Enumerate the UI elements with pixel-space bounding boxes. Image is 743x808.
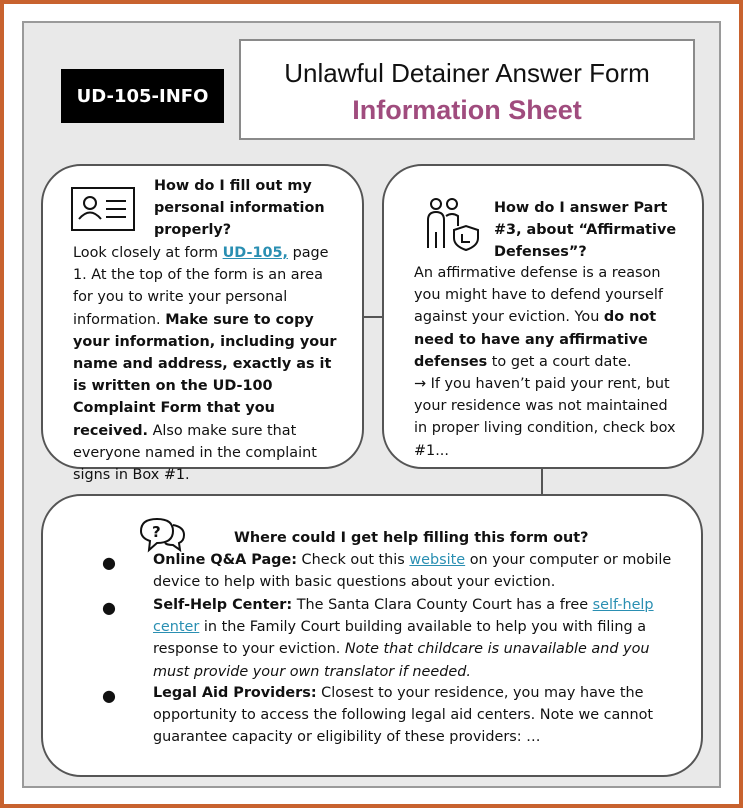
svg-text:?: ?	[152, 523, 161, 541]
form-code-label: UD-105-INFO	[76, 85, 209, 107]
page-subtitle: Information Sheet	[352, 95, 582, 125]
people-shield-icon	[424, 196, 480, 256]
defenses-tip: If you haven’t paid your rent, but your residence was not maintained in proper living condition, check box #1...	[414, 376, 676, 459]
personal-info-emphasis: Make sure to copy your information, including your name and address, exactly as it is written on the UD-100 Complaint Form that you received.	[73, 311, 337, 439]
personal-info-intro: Look closely at form	[73, 245, 219, 261]
ud-105-link[interactable]: UD-105,	[222, 245, 288, 261]
help-item-title: Online Q&A Page:	[153, 552, 297, 568]
defenses-question: How do I answer Part #3, about “Affirmative Defenses”?	[494, 200, 677, 261]
help-item-title: Legal Aid Providers:	[153, 685, 317, 701]
personal-info-question: How do I fill out my personal information properly?	[154, 178, 325, 239]
defenses-text: An affirmative defense is a reason you might have to defend yourself against your eviction. You	[414, 265, 663, 326]
help-question: Where could I get help filling this form out?	[234, 530, 589, 546]
help-item-body: The Santa Clara County Court has a free	[292, 597, 593, 613]
help-item-body: Check out this	[296, 552, 410, 568]
personal-info-body	[73, 242, 341, 486]
id-card-icon	[70, 186, 136, 236]
help-item-text	[153, 594, 678, 683]
page-title: Unlawful Detainer Answer Form	[284, 58, 650, 88]
bullet-icon: ●	[102, 686, 116, 705]
connector-line	[364, 316, 382, 318]
help-item-text	[153, 549, 678, 593]
help-item-body: Closest to your residence, you may have the opportunity to access the following legal aid centers. Note we cannot guarantee capacity or eligibility of these providers: …	[153, 685, 654, 746]
help-item-title: Self-Help Center:	[153, 597, 293, 613]
form-code-badge	[61, 69, 224, 123]
help-item-text	[153, 682, 678, 749]
arrow-icon: →	[414, 376, 427, 393]
defenses-body	[414, 262, 684, 462]
help-item-body-end: on your computer or mobile device to help with basic questions about your eviction.	[153, 552, 672, 591]
help-item-note: Note that childcare is unavailable and you must provide your own translator if needed.	[153, 641, 650, 680]
defenses-emphasis: do not need to have any affirmative defenses	[414, 309, 657, 370]
connector-line	[541, 469, 543, 494]
title-box	[239, 39, 695, 140]
self-help-center-link[interactable]: self-help center	[153, 597, 654, 636]
bullet-icon: ●	[102, 553, 116, 572]
personal-info-text-end: Also make sure that everyone named in the complaint signs in Box #1.	[73, 422, 317, 484]
website-link[interactable]: website	[409, 552, 466, 568]
bullet-icon: ●	[102, 598, 116, 617]
personal-info-text: page 1. At the top of the form is an area for you to write your personal information.	[73, 245, 329, 328]
help-item-body-end: in the Family Court building available to help you with filing a response to your eviction.	[153, 619, 647, 658]
defenses-text-end: to get a court date.	[487, 353, 632, 370]
